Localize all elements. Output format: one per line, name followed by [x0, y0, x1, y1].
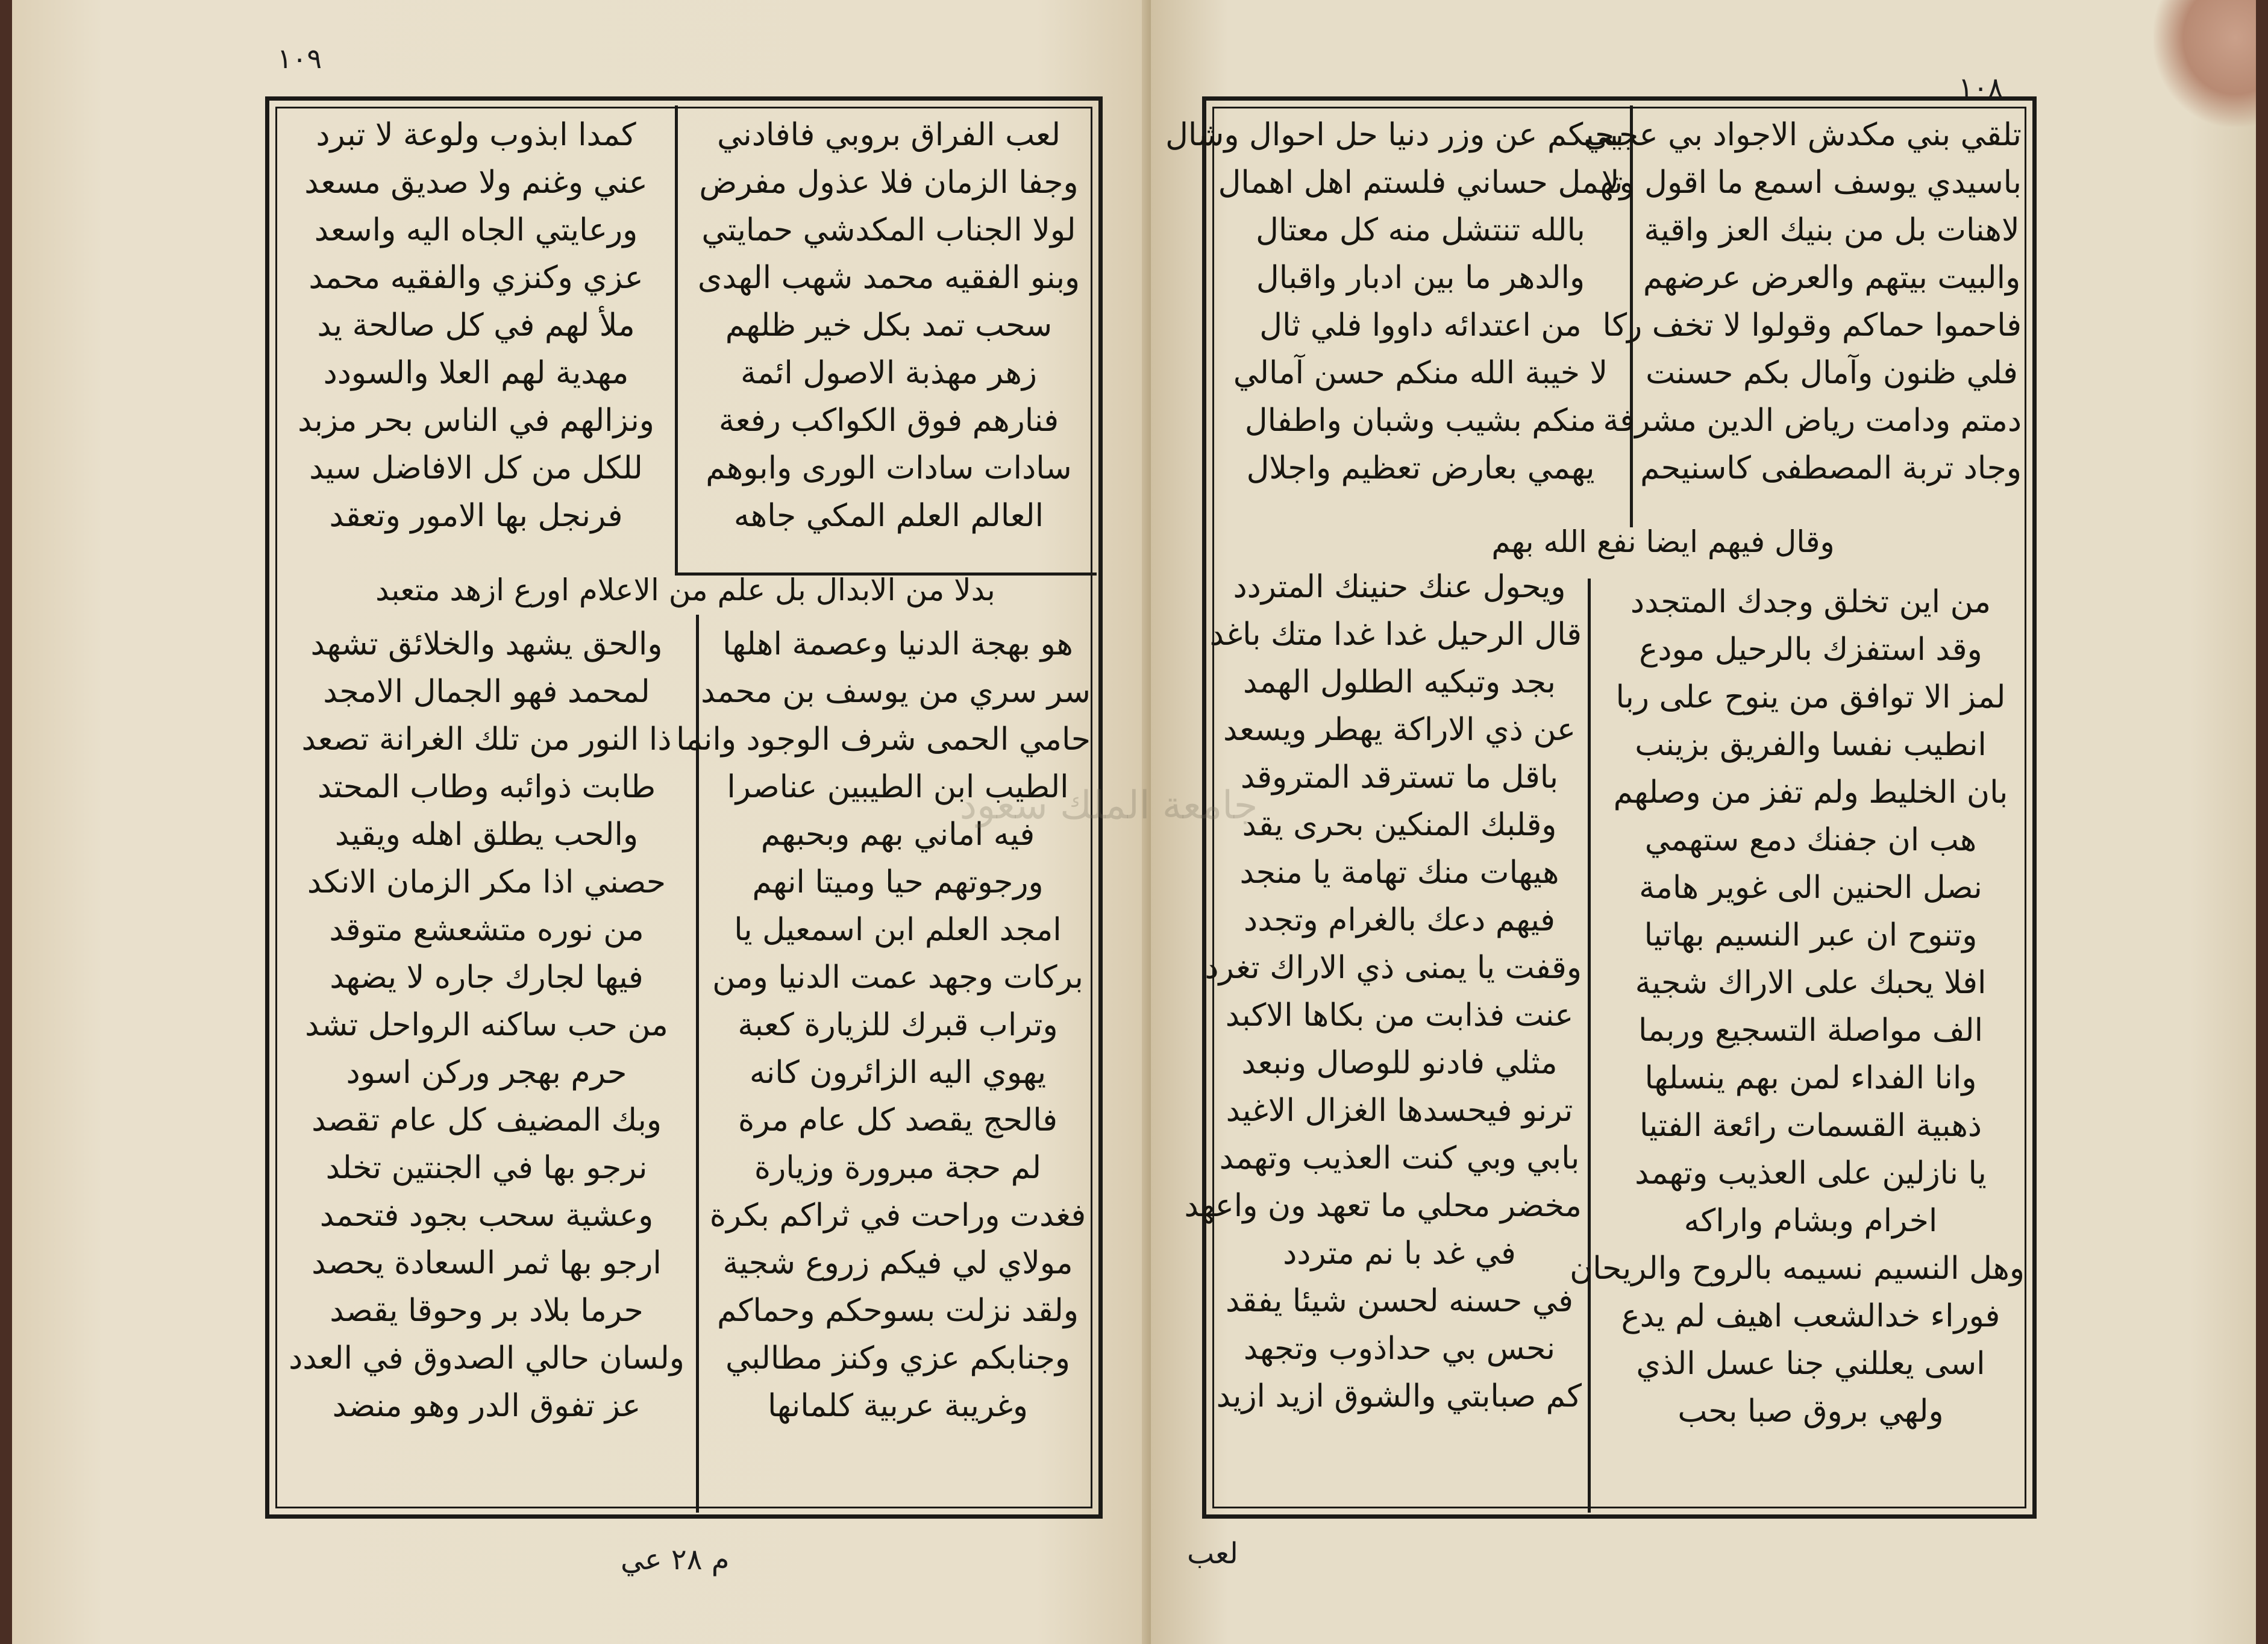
- verse-line: يهوي اليه الزائرون كانه: [749, 1055, 1047, 1091]
- verse-line: مثلي فادنو للوصال ونبعد: [1241, 1045, 1558, 1081]
- verse-line: لولا الجناب المكدشي حمايتي: [701, 212, 1076, 248]
- verse-line: حامي الحمى شرف الوجود وانما: [676, 721, 1091, 758]
- verse-line: زهر مهذبة الاصول ائمة: [740, 355, 1038, 391]
- right-page-right-column-bottom: [1570, 579, 2025, 1513]
- verse-line: اخرام وبشام واراكه: [1684, 1203, 1938, 1239]
- verse-line: باقل ما تسترقد المتروقد: [1240, 759, 1559, 795]
- verse-line: نحس بي حداذوب وتجهد: [1243, 1331, 1556, 1367]
- verse-line: والحب يطلق اهله ويقيد: [334, 817, 639, 853]
- right-page-right-column-top: [1584, 111, 2022, 503]
- verse-line: قال الرحيل غدا غدا متك باغد: [1209, 616, 1582, 653]
- verse-line: ارجو بها ثمر السعادة يحصد: [312, 1245, 662, 1281]
- verse-line: العالم العلم المكي جاهه: [733, 498, 1044, 534]
- right-page-left-column-bottom: [1184, 563, 1582, 1510]
- verse-line: ورعايتي الجاه اليه واسعد: [314, 212, 638, 248]
- verse-line: ورجوتهم حيا وميتا انهم: [752, 864, 1044, 900]
- verse-line: فلي ظنون وآمال بكم حسنت: [1646, 355, 2018, 391]
- verse-line: طابت ذوائبه وطاب المحتد: [317, 769, 656, 805]
- verse-line: نصل الحنين الى غوير هامة: [1639, 870, 1982, 906]
- verse-line: وانا الفداء لمن بهم ينسلها: [1644, 1060, 1977, 1096]
- verse-line: فغدت وراحت في ثراكم بكرة: [709, 1197, 1086, 1234]
- left-page-left-column-bottom: [283, 621, 690, 1507]
- verse-line: هو بهجة الدنيا وعصمة اهلها: [722, 626, 1073, 662]
- verse-line: وبك المضيف كل عام تقصد: [312, 1102, 662, 1138]
- right-page-left-column-top: [1165, 111, 1624, 503]
- verse-line: وقفت يا يمنى ذي الاراك تغرد: [1204, 950, 1582, 986]
- left-page-left-column-top: [283, 111, 669, 569]
- verse-line: فيها لجارك جاره لا يضهد: [330, 959, 644, 996]
- library-watermark: جامعة الملك سعود: [959, 783, 1258, 828]
- verse-line: باسيدي يوسف اسمع ما اقول ولا: [1601, 165, 2022, 201]
- verse-line: وجفا الزمان فلا عذول مفرض: [699, 165, 1079, 201]
- verse-line: اسى يعللني جنا عسل الذي: [1636, 1346, 1985, 1382]
- verse-line: سحب تمد بكل خير ظلهم: [725, 307, 1053, 344]
- verse-line: وهل النسيم نسيمه بالروح والريحان: [1570, 1250, 2025, 1287]
- verse-line: مخضر محلي ما تعهد ون واعهد: [1184, 1188, 1582, 1224]
- verse-line: حرما بلاد بر وحوقا يقصد: [330, 1293, 644, 1329]
- verse-line: عزي وكنزي والفقيه محمد: [309, 260, 644, 296]
- left-page-right-column-top: [690, 111, 1088, 557]
- verse-line: فرنجل بها الامور وتعقد: [329, 498, 623, 534]
- verse-line: في حسنه لحسن شيئا يفقد: [1226, 1283, 1573, 1319]
- verse-line: يهمي بعارض تعظيم واجلال: [1246, 450, 1595, 486]
- verse-line: تلقي بني مكدش الاجواد بي عجبي: [1584, 117, 2022, 153]
- verse-line: حرم بهجر وركن اسود: [346, 1055, 627, 1091]
- right-page-number: ١٠٨: [1958, 71, 2003, 104]
- verse-line: مهدية لهم العلا والسودد: [323, 355, 629, 391]
- verse-line: ملأ لهم في كل صالحة يد: [317, 307, 635, 344]
- verse-line: من نوره متشعشع متوقد: [329, 912, 644, 948]
- verse-line: تهمل حساني فلستم اهل اهمال: [1218, 165, 1623, 201]
- verse-line: والدهر ما بين ادبار واقبال: [1256, 260, 1585, 296]
- verse-line: هيهات منك تهامة يا منجد: [1239, 855, 1559, 891]
- verse-line: حصني اذا مكر الزمان الانكد: [307, 864, 666, 900]
- verse-line: عن ذي الاراكة يهطر ويسعد: [1223, 712, 1576, 748]
- verse-line: بالله تنتشل منه كل معتال: [1256, 212, 1585, 248]
- left-page-number: ١٠٩: [277, 42, 322, 75]
- verse-line: بركات وجهد عمت الدنيا ومن: [712, 959, 1083, 996]
- verse-line: بان الخليط ولم تفز من وصلهم: [1613, 774, 2008, 811]
- verse-line: كم صبابتي والشوق ازيد ازيد: [1216, 1378, 1582, 1414]
- verse-line: الف مواصلة التسجيع وربما: [1638, 1012, 1984, 1049]
- verse-line: وقد استفزك بالرحيل مودع: [1639, 632, 1982, 668]
- right-page-section-heading: وقال فيهم ايضا نفع الله بهم: [1491, 524, 1835, 559]
- verse-line: فالحج يقصد كل عام مرة: [738, 1102, 1057, 1138]
- verse-line: فاحموا حماكم وقولوا لا تخف ركا: [1602, 307, 2022, 344]
- verse-line: سر سري من يوسف بن محمد: [701, 674, 1091, 710]
- verse-line: ولسان حالي الصدوق في العدد: [289, 1340, 684, 1376]
- verse-line: فوراء خدالشعب اهيف لم يدع: [1621, 1298, 2000, 1334]
- verse-line: من حب ساكنه الرواحل تشد: [305, 1007, 668, 1043]
- verse-line: ذهبية القسمات رائعة الفتيا: [1639, 1108, 1982, 1144]
- verse-line: مولاي لي فيكم زروع شجية: [722, 1245, 1073, 1281]
- verse-line: وعشية سحب بجود فتحمد: [319, 1197, 654, 1234]
- verse-line: فيه اماني بهم وبحبهم: [760, 817, 1035, 853]
- verse-line: عز تفوق الدر وهو منضد: [332, 1388, 641, 1424]
- verse-line: ترنو فيحسدها الغزال الاغيد: [1226, 1093, 1573, 1129]
- verse-line: لمحمد فهو الجمال الامجد: [323, 674, 650, 710]
- verse-line: افلا يحبك على الاراك شجية: [1635, 965, 1987, 1001]
- verse-line: هب ان جفنك دمع ستهمي: [1644, 822, 1977, 858]
- verse-line: وقلبك المنكين بحرى يقد: [1242, 807, 1557, 843]
- verse-line: يا نازلين على العذيب وتهمد: [1635, 1155, 1987, 1191]
- verse-line: انطيب نفسا والفريق بزينب: [1635, 727, 1987, 763]
- verse-line: للكل من كل الافاضل سيد: [309, 450, 643, 486]
- verse-line: من اين تخلق وجدك المتجدد: [1630, 584, 1991, 620]
- verse-line: عني وغنم ولا صديق مسعد: [304, 165, 648, 201]
- verse-line: منكم بشيب وشبان واطفال: [1244, 403, 1597, 439]
- verse-line: دمتم ودامت رياض الدين مشرفة: [1603, 403, 2022, 439]
- verse-line: لعب الفراق بروبي فافادني: [716, 117, 1061, 153]
- verse-line: وتراب قبرك للزيارة كعبة: [738, 1007, 1058, 1043]
- verse-line: بجد وتبكيه الطلول الهمد: [1243, 664, 1556, 700]
- verse-line: لمز الا توافق من ينوح على ربا: [1615, 679, 2006, 715]
- verse-line: من اعتدائه داووا فلي ثال: [1259, 307, 1582, 344]
- verse-line: ذا النور من تلك الغرانة تصعد: [301, 721, 672, 758]
- verse-line: والحق يشهد والخلائق تشهد: [310, 626, 663, 662]
- photographer-finger: [2154, 0, 2256, 127]
- verse-line: فنارهم فوق الكواكب رفعة: [718, 403, 1059, 439]
- verse-line: ولقد نزلت بسوحكم وحماكم: [717, 1293, 1079, 1329]
- verse-line: فيهم دعك بالغرام وتجدد: [1244, 902, 1555, 938]
- verse-line: في غد با نم متردد: [1283, 1235, 1516, 1272]
- verse-line: والبيت بيتهم والعرض عرضهم: [1643, 260, 2021, 296]
- verse-line: بابي وبي كنت العذيب وتهمد: [1219, 1140, 1580, 1176]
- verse-line: امجد العلم ابن اسمعيل يا: [734, 912, 1062, 948]
- left-page-spanning-line: بدلا من الابدال بل علم من الاعلام اورع ازهد متعبد: [375, 573, 995, 607]
- verse-line: وبنو الفقيه محمد شهب الهدى: [697, 260, 1080, 296]
- verse-line: ونزالهم في الناس بحر مزبد: [298, 403, 654, 439]
- verse-line: ويحول عنك حنينك المتردد: [1233, 569, 1566, 605]
- verse-line: وغريبة عربية كلمانها: [767, 1388, 1029, 1424]
- verse-line: لم حجة مبرورة وزيارة: [754, 1150, 1042, 1186]
- verse-line: لاهنات بل من بنيك العز واقية: [1644, 212, 2020, 248]
- verse-line: وجاد تربة المصطفى كاسنيحم: [1640, 450, 2022, 486]
- left-page-right-column-bottom: [676, 621, 1091, 1507]
- verse-line: بحبكم عن وزر دنيا حل احوال وشال: [1165, 117, 1624, 153]
- verse-line: وتنوح ان عبر النسيم بهاتيا: [1644, 917, 1978, 953]
- right-page-catchword: لعب: [1187, 1537, 1238, 1570]
- verse-line: سادات سادات الورى وابوهم: [706, 450, 1072, 486]
- verse-line: عنت فذابت من بكاها الاكبد: [1225, 997, 1574, 1034]
- verse-line: لا خيبة الله منكم حسن آمالي: [1233, 355, 1608, 391]
- verse-line: الطيب ابن الطيبين عناصرا: [727, 769, 1069, 805]
- verse-line: ولهي بروق صبا بحب: [1678, 1393, 1944, 1429]
- verse-line: وجنابكم عزي وكنز مطالبي: [725, 1340, 1071, 1376]
- verse-line: نرجو بها في الجنتين تخلد: [325, 1150, 648, 1186]
- left-page-footer-signature: م ٢٨ عي: [621, 1543, 730, 1577]
- verse-line: كمدا ابذوب ولوعة لا تبرد: [316, 117, 636, 153]
